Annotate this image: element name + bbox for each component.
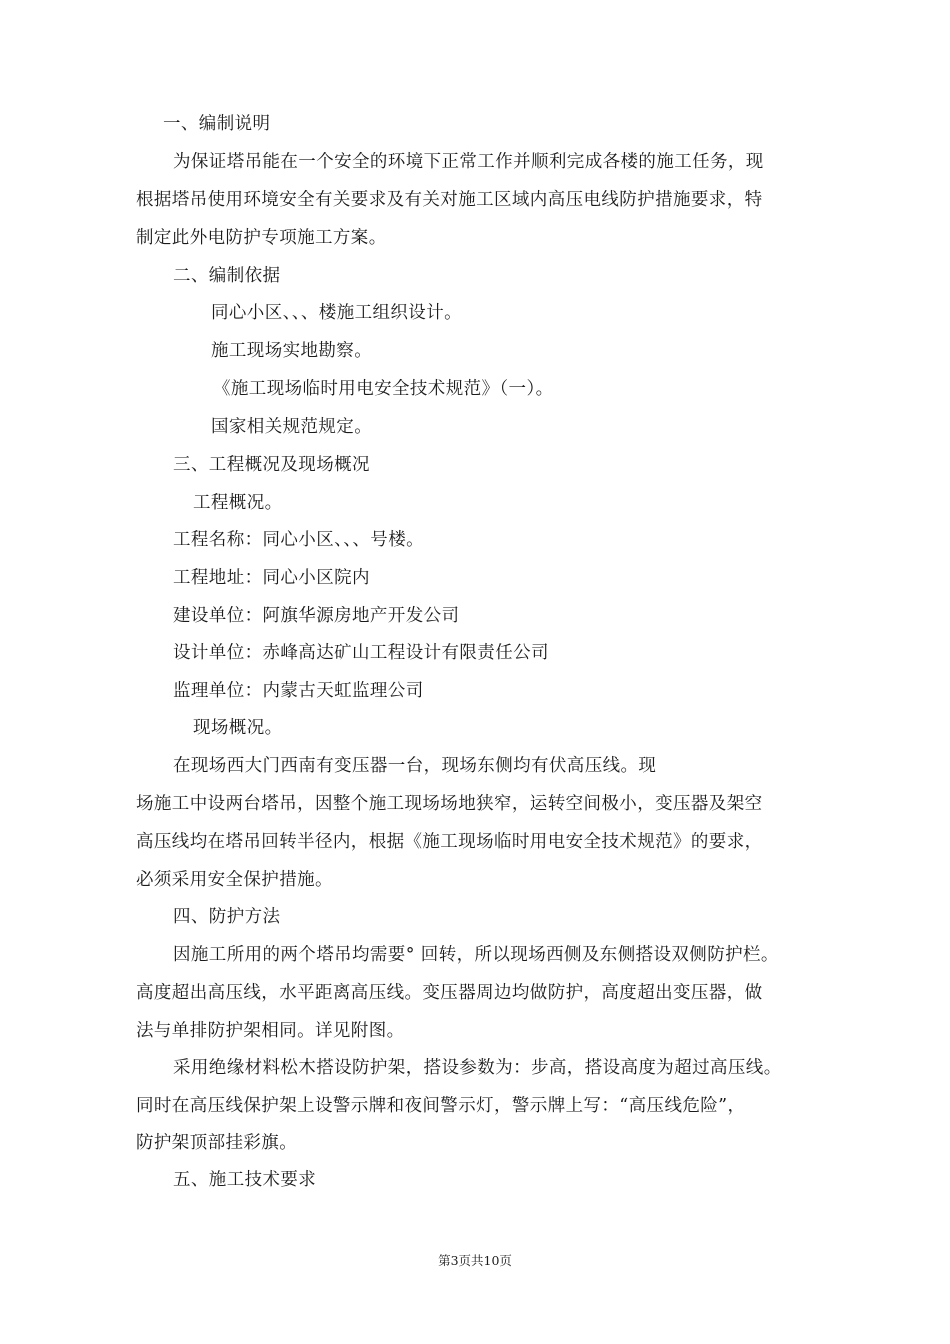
paragraph-line: 根据塔吊使用环境安全有关要求及有关对施工区域内高压电线防护措施要求，特 [136, 190, 763, 210]
section-heading-4: 四、防护方法 [173, 907, 281, 927]
paragraph-line: 在现场西大门西南有变压器一台，现场东侧均有伏高压线。现 [173, 756, 657, 776]
section-heading-2: 二、编制依据 [173, 266, 281, 286]
subheading: 现场概况。 [193, 718, 283, 738]
paragraph-line: 必须采用安全保护措施。 [136, 870, 333, 890]
paragraph-line: 法与单排防护架相同。详见附图。 [136, 1021, 405, 1041]
info-line: 工程名称：同心小区、、、号楼。 [173, 530, 424, 550]
section-heading-5: 五、施工技术要求 [173, 1170, 317, 1190]
paragraph-line: 防护架顶部挂彩旗。 [136, 1133, 298, 1153]
paragraph-line: 制定此外电防护专项施工方案。 [136, 228, 387, 248]
subheading: 工程概况。 [193, 493, 283, 513]
section-heading-1: 一、编制说明 [163, 114, 271, 134]
paragraph-line: 场施工中设两台塔吊，因整个施工现场场地狭窄，运转空间极小，变压器及架空 [136, 794, 763, 814]
info-line: 建设单位：阿旗华源房地产开发公司 [173, 606, 460, 626]
info-line: 工程地址：同心小区院内 [173, 568, 370, 588]
paragraph-line: 为保证塔吊能在一个安全的环境下正常工作并顺利完成各楼的施工任务，现 [173, 152, 764, 172]
paragraph-line: 同时在高压线保护架上设警示牌和夜间警示灯，警示牌上写：“高压线危险”， [136, 1096, 746, 1116]
info-line: 设计单位：赤峰高达矿山工程设计有限责任公司 [173, 643, 549, 663]
list-item: 施工现场实地勘察。 [211, 341, 373, 361]
list-item: 国家相关规范规定。 [211, 417, 373, 437]
section-heading-3: 三、工程概况及现场概况 [173, 455, 370, 475]
page-number-footer: 第3页共10页 [438, 1253, 512, 1268]
paragraph-line: 因施工所用的两个塔吊均需要° 回转，所以现场西侧及东侧搭设双侧防护栏。 [173, 945, 779, 965]
list-item: 同心小区、、、楼施工组织设计。 [211, 303, 462, 323]
paragraph-line: 采用绝缘材料松木搭设防护架，搭设参数为：步高，搭设高度为超过高压线。 [173, 1058, 782, 1078]
paragraph-line: 高度超出高压线，水平距离高压线。变压器周边均做防护，高度超出变压器，做 [136, 983, 763, 1003]
paragraph-line: 高压线均在塔吊回转半径内，根据《施工现场临时用电安全技术规范》的要求， [136, 832, 763, 852]
list-item: 《施工现场临时用电安全技术规范》（一）。 [213, 379, 554, 399]
info-line: 监理单位：内蒙古天虹监理公司 [173, 681, 424, 701]
